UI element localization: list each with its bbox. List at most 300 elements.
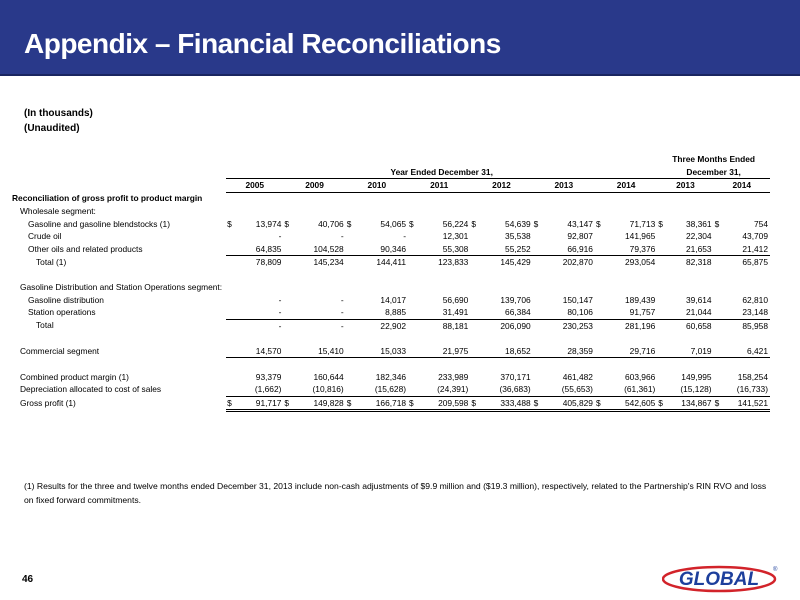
row-label: Wholesale segment: [20, 206, 96, 216]
dollar-sign [226, 281, 236, 294]
dollar-sign [657, 319, 667, 332]
cell-value: (1,662) [236, 383, 283, 396]
dollar-sign [226, 383, 236, 396]
row-label: Combined product margin (1) [20, 371, 129, 382]
dollar-sign [283, 345, 293, 358]
cell-value: - [278, 320, 282, 331]
dollar-sign [408, 383, 418, 396]
cell-value: 141,521 [724, 396, 770, 411]
dollar-sign [595, 345, 605, 358]
cell-value: 160,644 [313, 371, 344, 382]
column-header-2013: 2013 [533, 179, 595, 193]
dollar-sign [408, 269, 418, 282]
dollar-sign [408, 230, 418, 243]
footnote: (1) Results for the three and twelve months ended December 31, 2013 include non-cash adjustments of $9.9 million and ($19.3 million), respectively, related to the Partnership's RIN RVO and loss on fixed forward commitments. [24, 481, 767, 505]
cell-value: 88,181 [442, 320, 469, 331]
dollar-sign [657, 383, 667, 396]
dollar-sign [283, 383, 293, 396]
cell-value: (61,361) [605, 383, 657, 396]
quarter-group-title-2: December 31, [657, 166, 770, 179]
header-spacer [470, 153, 480, 166]
cell-value: 55,252 [480, 243, 532, 256]
row-label: Total (1) [36, 256, 67, 267]
dollar-sign [346, 256, 356, 269]
dollar-sign [408, 371, 418, 384]
dollar-sign [283, 230, 293, 243]
dollar-sign [283, 192, 293, 205]
cell-value [543, 281, 595, 294]
dollar-sign [408, 332, 418, 345]
audit-note: (Unaudited) [24, 123, 80, 134]
table-row [10, 294, 770, 307]
year-group-title: Year Ended December 31, [226, 166, 657, 179]
cell-value: 206,090 [500, 320, 531, 331]
cell-value [236, 192, 283, 205]
cell-value [480, 358, 532, 371]
cell-value [356, 281, 408, 294]
table-row [10, 396, 770, 411]
dollar-sign [533, 230, 543, 243]
dollar-sign [226, 306, 236, 319]
dollar-sign [226, 230, 236, 243]
cell-value: 134,867 [667, 396, 713, 411]
cell-value: - [293, 306, 345, 319]
dollar-sign: $ [227, 218, 232, 229]
cell-value [724, 281, 770, 294]
cell-value: 293,054 [625, 257, 656, 267]
cell-value [293, 358, 345, 371]
dollar-sign [226, 294, 236, 307]
header-spacer [480, 153, 532, 166]
title-banner [0, 0, 800, 76]
dollar-sign [283, 306, 293, 319]
dollar-sign [470, 243, 480, 256]
dollar-sign [283, 358, 293, 371]
cell-value: - [340, 294, 344, 305]
dollar-sign: $ [657, 396, 667, 411]
dollar-sign [346, 281, 356, 294]
cell-value [418, 358, 470, 371]
cell-value: 754 [754, 218, 768, 229]
cell-value: 92,807 [567, 231, 593, 241]
dollar-sign: $ [346, 396, 356, 411]
dollar-sign [533, 306, 543, 319]
cell-value [605, 332, 657, 345]
cell-value: 166,718 [356, 396, 408, 411]
row-label: Gross profit (1) [20, 398, 76, 408]
cell-value [605, 281, 657, 294]
dollar-sign [408, 256, 418, 269]
cell-value: 189,439 [625, 294, 656, 305]
dollar-sign [346, 332, 356, 345]
dollar-sign [470, 383, 480, 396]
dollar-sign [533, 371, 543, 384]
dollar-sign [283, 281, 293, 294]
header-spacer [236, 153, 283, 166]
dollar-sign [226, 358, 236, 371]
dollar-sign [714, 192, 724, 205]
row-label: Total [36, 320, 54, 331]
dollar-sign [657, 294, 667, 307]
dollar-sign [595, 281, 605, 294]
cell-value: 80,106 [543, 306, 595, 319]
dollar-sign [595, 371, 605, 384]
dollar-sign [226, 256, 236, 269]
cell-value: 56,690 [442, 294, 469, 305]
financial-table [10, 153, 770, 412]
cell-value: 82,318 [685, 257, 712, 267]
dollar-sign [657, 281, 667, 294]
dollar-sign: $ [533, 218, 539, 229]
row-label [10, 332, 226, 345]
dollar-sign [657, 306, 667, 319]
header-spacer [595, 153, 605, 166]
cell-value: 55,308 [418, 243, 470, 256]
row-label [10, 358, 226, 371]
cell-value [236, 269, 283, 282]
cell-value: 405,829 [543, 396, 595, 411]
cell-value: 123,833 [438, 257, 469, 267]
cell-value: 149,995 [681, 371, 712, 382]
cell-value: 29,716 [605, 345, 657, 358]
cell-value [480, 281, 532, 294]
cell-value: 35,538 [505, 231, 531, 241]
dollar-sign [657, 205, 667, 218]
page-number: 46 [22, 574, 34, 585]
header-spacer [293, 153, 345, 166]
cell-value: 230,253 [562, 320, 593, 331]
dollar-sign [408, 243, 418, 256]
cell-value: 22,304 [685, 231, 712, 241]
cell-value: 23,148 [724, 306, 770, 319]
row-label: Gasoline and gasoline blendstocks (1) [28, 218, 170, 229]
column-header-2009: 2009 [283, 179, 345, 193]
header-spacer [418, 153, 470, 166]
dollar-sign [533, 256, 543, 269]
dollar-sign [533, 243, 543, 256]
header-row-2 [10, 166, 770, 179]
dollar-sign [595, 205, 605, 218]
cell-value: 39,614 [685, 294, 712, 305]
header-years-row [10, 179, 770, 193]
dollar-sign [714, 383, 724, 396]
cell-value [667, 192, 713, 205]
cell-value [293, 332, 345, 345]
logo-registered-mark: ® [773, 567, 778, 573]
dollar-sign [226, 192, 236, 205]
dollar-sign: $ [595, 218, 601, 229]
header-spacer [283, 153, 293, 166]
cell-value [480, 269, 532, 282]
dollar-sign [714, 269, 724, 282]
cell-value: 66,916 [543, 243, 595, 256]
dollar-sign: $ [471, 218, 477, 229]
dollar-sign [595, 306, 605, 319]
dollar-sign [470, 269, 480, 282]
table-row [10, 192, 770, 205]
dollar-sign: $ [714, 396, 724, 411]
cell-value: 12,301 [442, 231, 469, 241]
dollar-sign [533, 269, 543, 282]
dollar-sign: $ [408, 396, 418, 411]
cell-value: 91,717 [236, 396, 283, 411]
dollar-sign [657, 269, 667, 282]
dollar-sign [226, 371, 236, 384]
cell-value: - [278, 231, 282, 241]
dollar-sign [533, 319, 543, 332]
row-label: Commercial segment [20, 345, 100, 356]
header-spacer [408, 153, 418, 166]
cell-value: 233,989 [438, 371, 469, 382]
dollar-sign [657, 332, 667, 345]
cell-value: 104,528 [293, 243, 345, 256]
table-row [10, 332, 770, 345]
dollar-sign [283, 371, 293, 384]
cell-value [543, 192, 595, 205]
dollar-sign [408, 319, 418, 332]
table-row [10, 345, 770, 358]
cell-value: 139,706 [500, 294, 531, 305]
cell-value: 13,974 [255, 218, 282, 229]
table-row [10, 218, 770, 231]
cell-value [236, 332, 283, 345]
dollar-sign: $ [470, 396, 480, 411]
cell-value: 43,709 [742, 231, 768, 241]
cell-value [724, 332, 770, 345]
column-header-2013: 2013 [657, 179, 713, 193]
cell-value: 40,706 [318, 218, 344, 229]
header-spacer [10, 166, 226, 179]
global-logo [662, 563, 778, 593]
dollar-sign [346, 294, 356, 307]
cell-value [418, 205, 470, 218]
dollar-sign [470, 192, 480, 205]
dollar-sign [226, 332, 236, 345]
dollar-sign [346, 192, 356, 205]
cell-value: 158,254 [737, 371, 768, 382]
cell-value: - [340, 320, 344, 331]
dollar-sign [283, 205, 293, 218]
cell-value: 333,488 [480, 396, 532, 411]
table-row [10, 230, 770, 243]
dollar-sign [283, 332, 293, 345]
dollar-sign [714, 358, 724, 371]
dollar-sign: $ [658, 218, 663, 229]
dollar-sign [408, 358, 418, 371]
dollar-sign [226, 205, 236, 218]
header-spacer [10, 153, 226, 166]
cell-value [293, 192, 345, 205]
table-row [10, 269, 770, 282]
dollar-sign [283, 243, 293, 256]
dollar-sign [346, 319, 356, 332]
dollar-sign [595, 294, 605, 307]
dollar-sign [595, 256, 605, 269]
dollar-sign [346, 205, 356, 218]
cell-value: 141,965 [625, 231, 656, 241]
dollar-sign [470, 358, 480, 371]
dollar-sign [595, 319, 605, 332]
cell-value: 370,171 [500, 371, 531, 382]
dollar-sign [714, 306, 724, 319]
cell-value: 21,975 [418, 345, 470, 358]
cell-value [605, 205, 657, 218]
row-label: Gasoline Distribution and Station Operations segment: [20, 282, 223, 292]
table-row [10, 243, 770, 256]
dollar-sign [657, 345, 667, 358]
cell-value: 144,411 [376, 257, 407, 267]
cell-value: (16,733) [724, 383, 770, 396]
dollar-sign [714, 256, 724, 269]
cell-value [605, 269, 657, 282]
units-note: (In thousands) [24, 108, 93, 119]
column-header-2014: 2014 [595, 179, 657, 193]
cell-value: 54,639 [505, 218, 531, 229]
cell-value: 18,652 [480, 345, 532, 358]
cell-value: 14,017 [380, 294, 407, 305]
dollar-sign [470, 230, 480, 243]
column-header-2005: 2005 [226, 179, 283, 193]
dollar-sign [595, 192, 605, 205]
cell-value: 66,384 [480, 306, 532, 319]
cell-value: 145,234 [313, 257, 344, 267]
cell-value: 93,379 [255, 371, 282, 382]
cell-value: (15,128) [667, 383, 713, 396]
cell-value [724, 269, 770, 282]
column-header-2011: 2011 [408, 179, 470, 193]
cell-value [605, 358, 657, 371]
cell-value [356, 358, 408, 371]
dollar-sign [533, 332, 543, 345]
dollar-sign [346, 371, 356, 384]
dollar-sign [533, 358, 543, 371]
dollar-sign [346, 243, 356, 256]
dollar-sign [470, 205, 480, 218]
row-label [10, 269, 226, 282]
cell-value: 209,598 [418, 396, 470, 411]
dollar-sign [226, 319, 236, 332]
cell-value [543, 332, 595, 345]
cell-value [418, 192, 470, 205]
dollar-sign [657, 358, 667, 371]
table-row [10, 306, 770, 319]
cell-value: 64,835 [236, 243, 283, 256]
dollar-sign [470, 319, 480, 332]
dollar-sign [533, 205, 543, 218]
dollar-sign [346, 358, 356, 371]
cell-value [724, 205, 770, 218]
cell-value: 38,361 [685, 218, 712, 229]
dollar-sign [533, 383, 543, 396]
dollar-sign [533, 281, 543, 294]
dollar-sign [283, 319, 293, 332]
cell-value [236, 281, 283, 294]
table-row [10, 371, 770, 384]
cell-value [543, 269, 595, 282]
cell-value: 461,482 [562, 371, 593, 382]
cell-value [667, 281, 713, 294]
cell-value: - [236, 306, 283, 319]
dollar-sign [595, 332, 605, 345]
dollar-sign [226, 243, 236, 256]
cell-value: 182,346 [375, 371, 407, 382]
dollar-sign [714, 205, 724, 218]
cell-value: 79,376 [605, 243, 657, 256]
cell-value: 54,065 [380, 218, 407, 229]
cell-value: 15,410 [293, 345, 345, 358]
table-row [10, 256, 770, 269]
dollar-sign [470, 306, 480, 319]
row-label: Reconciliation of gross profit to product margin [12, 193, 203, 204]
dollar-sign: $ [284, 218, 290, 229]
cell-value: (10,816) [293, 383, 345, 396]
cell-value: 281,196 [625, 320, 656, 331]
row-label: Depreciation allocated to cost of sales [20, 384, 162, 395]
cell-value [356, 205, 408, 218]
cell-value: 78,809 [255, 257, 282, 267]
dollar-sign [346, 269, 356, 282]
dollar-sign [408, 192, 418, 205]
dollar-sign [595, 383, 605, 396]
header-spacer [226, 153, 236, 166]
cell-value: 6,421 [724, 345, 770, 358]
cell-value: - [403, 231, 407, 241]
cell-value: 21,044 [667, 306, 713, 319]
row-label: Other oils and related products [28, 243, 143, 254]
dollar-sign [714, 294, 724, 307]
dollar-sign [533, 294, 543, 307]
dollar-sign [657, 243, 667, 256]
dollar-sign: $ [346, 218, 352, 229]
dollar-sign [283, 269, 293, 282]
row-label: Crude oil [28, 231, 62, 241]
cell-value: 8,885 [356, 306, 408, 319]
dollar-sign [714, 319, 724, 332]
row-label: Station operations [28, 307, 96, 318]
cell-value: 62,810 [742, 294, 768, 305]
cell-value: 21,412 [724, 243, 770, 256]
cell-value: - [278, 294, 282, 305]
cell-value [293, 205, 345, 218]
cell-value: 542,605 [605, 396, 657, 411]
cell-value [724, 192, 770, 205]
cell-value [667, 332, 713, 345]
cell-value: 150,147 [562, 294, 593, 305]
header-spacer [605, 153, 657, 166]
header-spacer [346, 153, 356, 166]
dollar-sign [657, 256, 667, 269]
dollar-sign [533, 192, 543, 205]
dollar-sign [346, 345, 356, 358]
cell-value [418, 269, 470, 282]
cell-value: 145,429 [500, 257, 531, 267]
cell-value [418, 332, 470, 345]
cell-value: 60,658 [685, 320, 712, 331]
banner-divider [0, 74, 800, 76]
cell-value: (24,391) [418, 383, 470, 396]
table-row [10, 319, 770, 332]
dollar-sign: $ [714, 218, 720, 229]
cell-value: 71,713 [629, 218, 656, 229]
table-row [10, 205, 770, 218]
cell-value: 85,958 [742, 320, 768, 331]
cell-value [293, 269, 345, 282]
cell-value: 202,870 [562, 257, 593, 267]
cell-value [667, 358, 713, 371]
dollar-sign [226, 345, 236, 358]
cell-value: (55,653) [543, 383, 595, 396]
dollar-sign [595, 358, 605, 371]
